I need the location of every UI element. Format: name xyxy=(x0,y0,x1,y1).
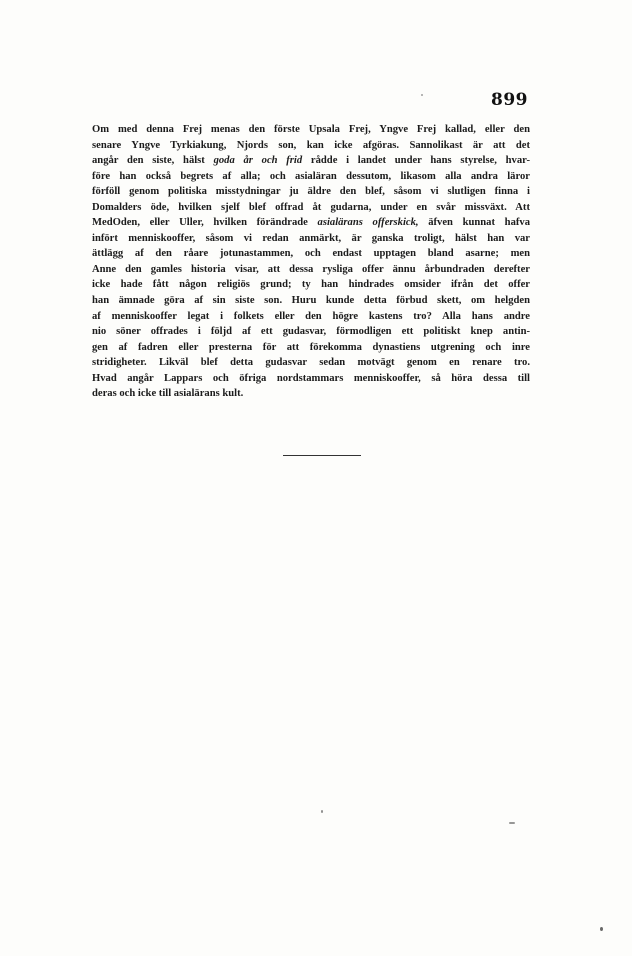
text-segment: äfven kunnat hafva xyxy=(418,217,530,229)
text-line: ättlägg af den råare jotunastammen, och endast upptagen bland asarne; men xyxy=(92,248,530,260)
text-line: icke hade fått någon religiös grund; ty han hindrades omsider ifrån det offer xyxy=(92,279,530,291)
section-divider-rule xyxy=(283,455,361,456)
text-line: stridigheter. Likväl blef detta gudasvar sedan motvägt genom en renare tro. xyxy=(92,357,530,369)
text-line: Om med denna Frej menas den förste Upsala Frej, Yngve Frej kallad, eller den xyxy=(92,124,530,135)
text-line xyxy=(92,215,530,231)
print-speck xyxy=(600,927,603,931)
italic-phrase: goda år och frid xyxy=(213,155,303,167)
text-line: af menniskooffer legat i folkets eller den högre kastens tro? Alla hans andre xyxy=(92,310,530,322)
text-line: nio söner offrades i följd af ett gudasvar, förmodligen ett politiskt knep antin- xyxy=(92,326,530,338)
text-line: infört menniskooffer, såsom vi redan anmärkt, är ganska troligt, hälst han var xyxy=(92,232,530,244)
text-line: förföll genom politiska misstydningar ju äldre den blef, såsom vi slutligen finna i xyxy=(92,186,530,198)
text-line: senare Yngve Tyrkiakung, Njords son, kan icke afgöras. Sannolikast är att det xyxy=(92,139,530,151)
text-segment: MedOden, eller Uller, hvilken förändrade xyxy=(92,217,318,229)
print-speck xyxy=(321,810,323,813)
body-paragraph xyxy=(92,122,530,402)
text-line: gen af fadren eller presterna för att förekomma dynastiens utgrening och inre xyxy=(92,341,530,353)
text-line: före han också begrets af alla; och asialäran dessutom, likasom alla andra läror xyxy=(92,170,530,182)
italic-phrase: asialärans offerskick, xyxy=(317,217,419,229)
text-line: Anne den gamles historia visar, att dessa rysliga offer ännu årbundraden derefter xyxy=(92,263,530,275)
text-line xyxy=(92,153,530,169)
text-line: Hvad angår Lappars och öfriga nordstammars menniskooffer, så höra dessa till xyxy=(92,372,530,384)
text-line: han ämnade göra af sin siste son. Huru kunde detta förbud skett, om helgden xyxy=(92,295,530,307)
text-segment: angår den siste, hälst xyxy=(92,155,214,167)
text-line: Domalders öde, hvilken sjelf blef offrad åt gudarna, under en svår missväxt. Att xyxy=(92,201,530,213)
print-speck xyxy=(509,822,515,824)
text-line-last: deras och icke till asialärans kult. xyxy=(92,388,244,400)
page-number: 899 xyxy=(491,90,528,110)
text-segment: rådde i landet under hans styrelse, hvar- xyxy=(302,155,530,167)
print-speck xyxy=(421,94,423,96)
